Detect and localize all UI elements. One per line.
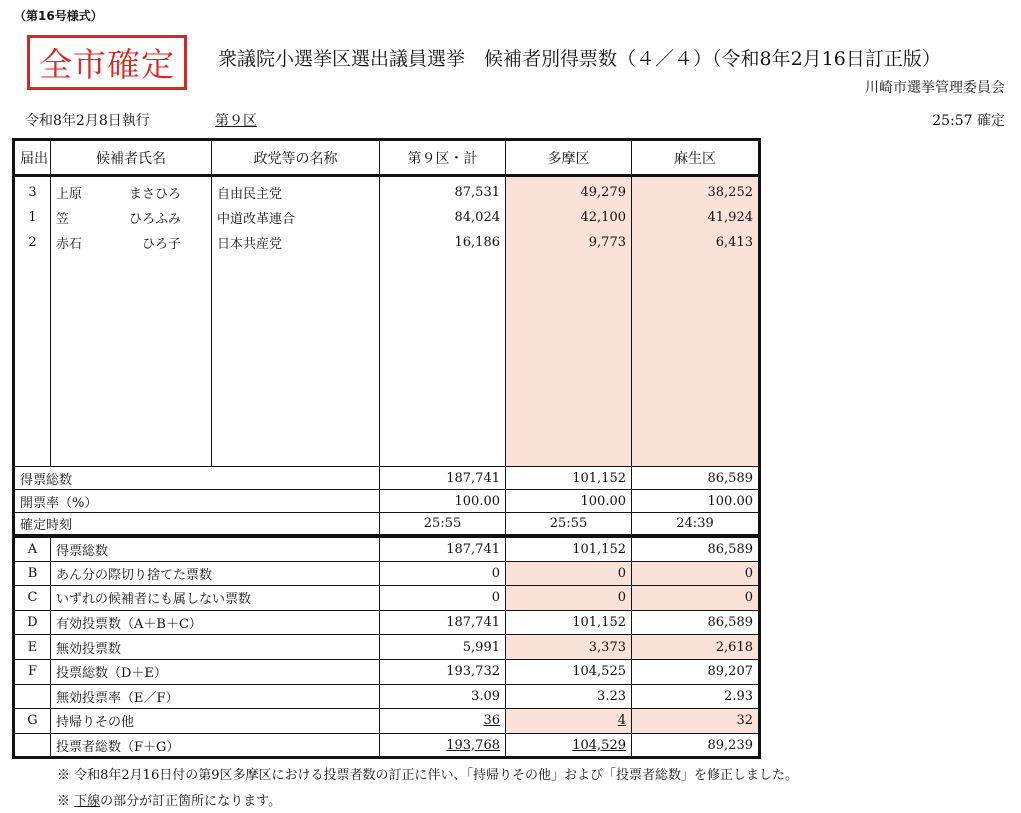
candidate-total: 87,531 — [380, 176, 506, 205]
summary-tama: 0 — [506, 561, 632, 586]
summary-asao: 32 — [632, 709, 760, 734]
col-header-tama: 多摩区 — [506, 140, 632, 176]
candidate-surname: 赤石 — [56, 236, 83, 252]
table-row — [14, 586, 760, 611]
empty-cell — [506, 255, 632, 467]
empty-row — [14, 255, 760, 467]
candidate-asao: 38,252 — [632, 176, 760, 205]
total-votes-tama: 101,152 — [506, 467, 632, 490]
candidate-no: 1 — [14, 205, 51, 230]
candidate-asao: 6,413 — [632, 230, 760, 255]
summary-asao: 0 — [632, 586, 760, 611]
table-row — [14, 537, 760, 562]
summary-total: 3.09 — [380, 684, 506, 709]
candidate-name — [51, 205, 212, 230]
summary-code: G — [14, 709, 51, 734]
table-row — [14, 561, 760, 586]
candidate-total: 84,024 — [380, 205, 506, 230]
empty-cell — [212, 255, 380, 467]
summary-tama: 3,373 — [506, 635, 632, 660]
candidate-asao: 41,924 — [632, 205, 760, 230]
summary-label: 有効投票数（A＋B＋C） — [51, 610, 380, 635]
summary-code: F — [14, 659, 51, 684]
candidate-given-name: まさひろ — [128, 187, 181, 203]
summary-tama: 0 — [506, 586, 632, 611]
candidate-surname: 上原 — [56, 187, 83, 203]
summary-label: 投票総数（D＋E） — [51, 659, 380, 684]
candidate-no: 3 — [14, 176, 51, 205]
empty-cell — [380, 255, 506, 467]
summary-total: 5,991 — [380, 635, 506, 660]
summary-label: 持帰りその他 — [51, 709, 380, 734]
summary-code: E — [14, 635, 51, 660]
summary-label: 無効投票数 — [51, 635, 380, 660]
summary-label: 得票総数 — [51, 537, 380, 562]
correction-note: ※ 令和8年2月16日付の第9区多摩区における投票者数の訂正に伴い、「持帰りその他」および「投票者総数」を修正しました。 — [57, 768, 798, 783]
summary-code: D — [14, 610, 51, 635]
summary-asao: 2.93 — [632, 684, 760, 709]
table-header-row — [14, 140, 760, 176]
empty-cell — [51, 255, 212, 467]
summary-total — [380, 709, 506, 734]
summary-tama: 101,152 — [506, 610, 632, 635]
confirm-time-total: 25:55 — [380, 513, 506, 536]
summary-total — [380, 733, 506, 758]
summary-label: 無効投票率（E／F） — [51, 684, 380, 709]
summary-asao: 0 — [632, 561, 760, 586]
candidate-party: 中道改革連合 — [212, 205, 380, 230]
confirm-time-asao: 24:39 — [632, 513, 760, 536]
note-underlined: 下線 — [74, 794, 101, 809]
vote-summary-table — [12, 535, 761, 759]
summary-tama: 101,152 — [506, 537, 632, 562]
candidate-total: 16,186 — [380, 230, 506, 255]
page-title: 衆議院小選挙区選出議員選挙 候補者別得票数（４／４）（令和8年2月16日訂正版） — [218, 48, 941, 70]
summary-code — [14, 684, 51, 709]
summary-total: 187,741 — [380, 537, 506, 562]
candidate-party: 自由民主党 — [212, 176, 380, 205]
candidate-given-name: ひろふみ — [128, 211, 181, 227]
summary-total: 193,732 — [380, 659, 506, 684]
table-row — [14, 176, 760, 205]
confirm-time-label: 確定時刻 — [14, 513, 380, 536]
summary-total: 0 — [380, 586, 506, 611]
candidate-tama: 49,279 — [506, 176, 632, 205]
summary-code — [14, 733, 51, 758]
summary-label: 投票者総数（F＋G） — [51, 733, 380, 758]
summary-asao: 2,618 — [632, 635, 760, 660]
col-header-no: 届出 — [14, 140, 51, 176]
summary-tama — [506, 709, 632, 734]
empty-cell — [632, 255, 760, 467]
table-row — [14, 684, 760, 709]
table-row — [14, 635, 760, 660]
col-header-name: 候補者氏名 — [51, 140, 212, 176]
total-votes-label: 得票総数 — [14, 467, 380, 490]
confirm-time: 25:57 確定 — [932, 113, 1005, 129]
summary-tama — [506, 733, 632, 758]
candidate-tama: 42,100 — [506, 205, 632, 230]
table-row — [14, 659, 760, 684]
summary-label: いずれの候補者にも属しない票数 — [51, 586, 380, 611]
col-header-party: 政党等の名称 — [212, 140, 380, 176]
corrected-value: 4 — [617, 713, 626, 729]
summary-total: 0 — [380, 561, 506, 586]
count-rate-tama: 100.00 — [506, 490, 632, 513]
table-row — [14, 205, 760, 230]
candidate-name — [51, 230, 212, 255]
total-votes-asao: 86,589 — [632, 467, 760, 490]
corrected-value: 193,768 — [446, 737, 500, 753]
summary-asao: 86,589 — [632, 610, 760, 635]
candidate-tama: 9,773 — [506, 230, 632, 255]
table-row — [14, 230, 760, 255]
confirm-time-row — [14, 513, 760, 536]
summary-code: B — [14, 561, 51, 586]
corrected-value: 104,529 — [572, 737, 626, 753]
table-row — [14, 610, 760, 635]
candidate-surname: 笠 — [56, 211, 70, 227]
candidate-votes-table — [12, 138, 761, 537]
execution-date: 令和8年2月8日執行 — [25, 113, 150, 129]
candidate-given-name: ひろ子 — [141, 236, 181, 252]
count-rate-label: 開票率（%） — [14, 490, 380, 513]
committee-name: 川崎市選挙管理委員会 — [865, 80, 1005, 96]
table-row — [14, 709, 760, 734]
form-number: （第16号様式） — [14, 9, 103, 23]
summary-asao: 89,207 — [632, 659, 760, 684]
table-row — [14, 733, 760, 758]
note-suffix: の部分が訂正箇所になります。 — [100, 794, 282, 809]
summary-code: A — [14, 537, 51, 562]
candidate-party: 日本共産党 — [212, 230, 380, 255]
district-label: 第９区 — [215, 113, 257, 129]
summary-total: 187,741 — [380, 610, 506, 635]
total-votes-total: 187,741 — [380, 467, 506, 490]
confirmed-stamp: 全市確定 — [27, 35, 187, 90]
count-rate-total: 100.00 — [380, 490, 506, 513]
col-header-total: 第９区・計 — [380, 140, 506, 176]
underline-note — [57, 790, 281, 809]
total-votes-row — [14, 467, 760, 490]
summary-tama: 104,525 — [506, 659, 632, 684]
summary-code: C — [14, 586, 51, 611]
confirm-time-tama: 25:55 — [506, 513, 632, 536]
summary-tama: 3.23 — [506, 684, 632, 709]
note-prefix: ※ — [57, 794, 75, 809]
corrected-value: 36 — [483, 713, 500, 729]
summary-asao: 86,589 — [632, 537, 760, 562]
summary-label: あん分の際切り捨てた票数 — [51, 561, 380, 586]
count-rate-row — [14, 490, 760, 513]
count-rate-asao: 100.00 — [632, 490, 760, 513]
candidate-name — [51, 176, 212, 205]
candidate-no: 2 — [14, 230, 51, 255]
col-header-asao: 麻生区 — [632, 140, 760, 176]
empty-cell — [14, 255, 51, 467]
summary-asao: 89,239 — [632, 733, 760, 758]
